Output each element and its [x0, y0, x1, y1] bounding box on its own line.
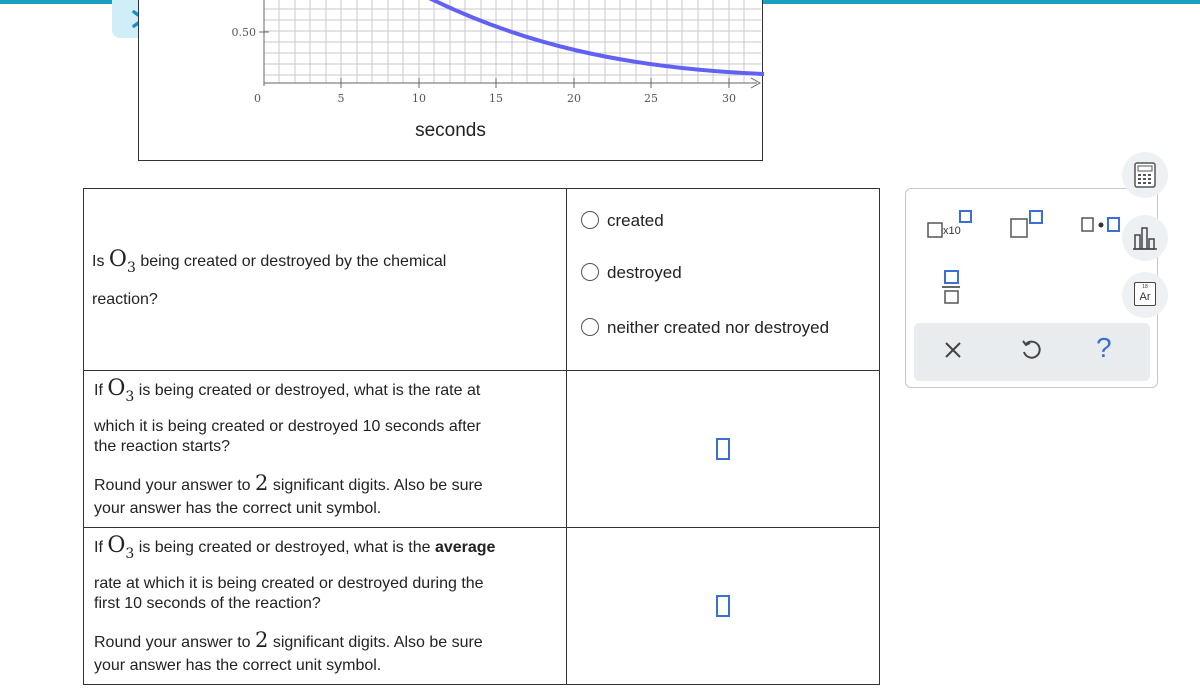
ozone-formula: $O_3$: [107, 533, 135, 562]
x-tick-label: 15: [489, 92, 503, 105]
x-tick-label: 25: [644, 92, 658, 105]
superscript-icon: [1009, 209, 1045, 239]
question-text: If $O_3$ is being created or destroyed, what is the average: [94, 533, 496, 562]
answer-options-cell: [567, 189, 880, 371]
option-neither[interactable]: neither created nor destroyed: [567, 317, 879, 345]
x-tick-label: 20: [567, 92, 581, 105]
radio-button[interactable]: [581, 211, 599, 229]
x-tick-label: 30: [722, 92, 736, 105]
question-row: [84, 528, 880, 685]
fraction-button[interactable]: [941, 269, 961, 310]
x-axis-label: seconds: [415, 120, 486, 141]
question-row: [84, 371, 880, 528]
answer-cell: [567, 528, 880, 685]
multiply-dot-icon: [1080, 215, 1122, 235]
math-toolbar: [905, 188, 1158, 388]
multiply-dot-button[interactable]: [1080, 215, 1122, 240]
option-created[interactable]: created: [567, 210, 879, 238]
fraction-icon: [941, 269, 961, 305]
rounding-instruction: Round your answer to 2 significant digits. Also be sure: [94, 628, 483, 652]
x10-label: x10: [943, 225, 961, 237]
bar-chart-icon: [1122, 215, 1168, 261]
concentration-curve: [429, 0, 764, 74]
rate-answer-input[interactable]: [716, 438, 730, 460]
radio-button[interactable]: [581, 318, 599, 336]
question-text: If $O_3$ is being created or destroyed, what is the rate at: [94, 376, 481, 405]
data-chart-button[interactable]: [1122, 215, 1168, 261]
radio-button[interactable]: [581, 263, 599, 281]
question-cell: If $O_3$ is being created or destroyed, what is the rate at which it is being created or destroyed 10 seconds after the reaction starts? Round your answer to 2 significant digits. Also be sure your answer has the correct unit symbol.: [84, 371, 567, 528]
rounding-instruction: Round your answer to 2 significant digits. Also be sure: [94, 471, 483, 495]
y-tick-label: 0: [254, 92, 261, 105]
question-cell: If $O_3$ is being created or destroyed, what is the average rate at which it is being created or destroyed during the first 10 seconds of the reaction? Round your answer to 2 significant digits. Also be sure your answer has the correct unit symbol.: [84, 528, 567, 685]
undo-button[interactable]: [1019, 338, 1043, 367]
ozone-formula: $O_3$: [107, 376, 135, 405]
question-table: [83, 188, 880, 685]
calculator-icon: [1122, 152, 1168, 198]
clear-button[interactable]: [942, 339, 964, 366]
undo-icon: [1019, 338, 1043, 362]
answer-cell: [567, 371, 880, 528]
superscript-button[interactable]: [1009, 209, 1045, 244]
periodic-table-icon: 18 Ar: [1134, 282, 1156, 306]
question-row: [84, 189, 880, 371]
toolbar-actions: [914, 323, 1150, 381]
option-destroyed[interactable]: destroyed: [567, 262, 879, 290]
graph-panel: [138, 0, 763, 161]
calculator-button[interactable]: [1122, 152, 1168, 198]
question-cell: [84, 189, 567, 371]
scientific-notation-button[interactable]: [926, 209, 976, 244]
question-text-line2: reaction?: [92, 290, 158, 308]
periodic-table-button[interactable]: [1122, 272, 1168, 318]
average-rate-answer-input[interactable]: [716, 595, 730, 617]
x-tick-label: 5: [337, 92, 345, 105]
y-tick-label: 0.50: [231, 26, 256, 39]
graph-grid: [264, 0, 761, 83]
question-text: Is $O_3$ being created or destroyed by the chemical: [92, 246, 447, 276]
close-icon: [942, 339, 964, 361]
ozone-formula: $O_3$: [108, 246, 136, 276]
x-tick-label: 10: [412, 92, 426, 105]
help-button[interactable]: ?: [1096, 332, 1112, 363]
